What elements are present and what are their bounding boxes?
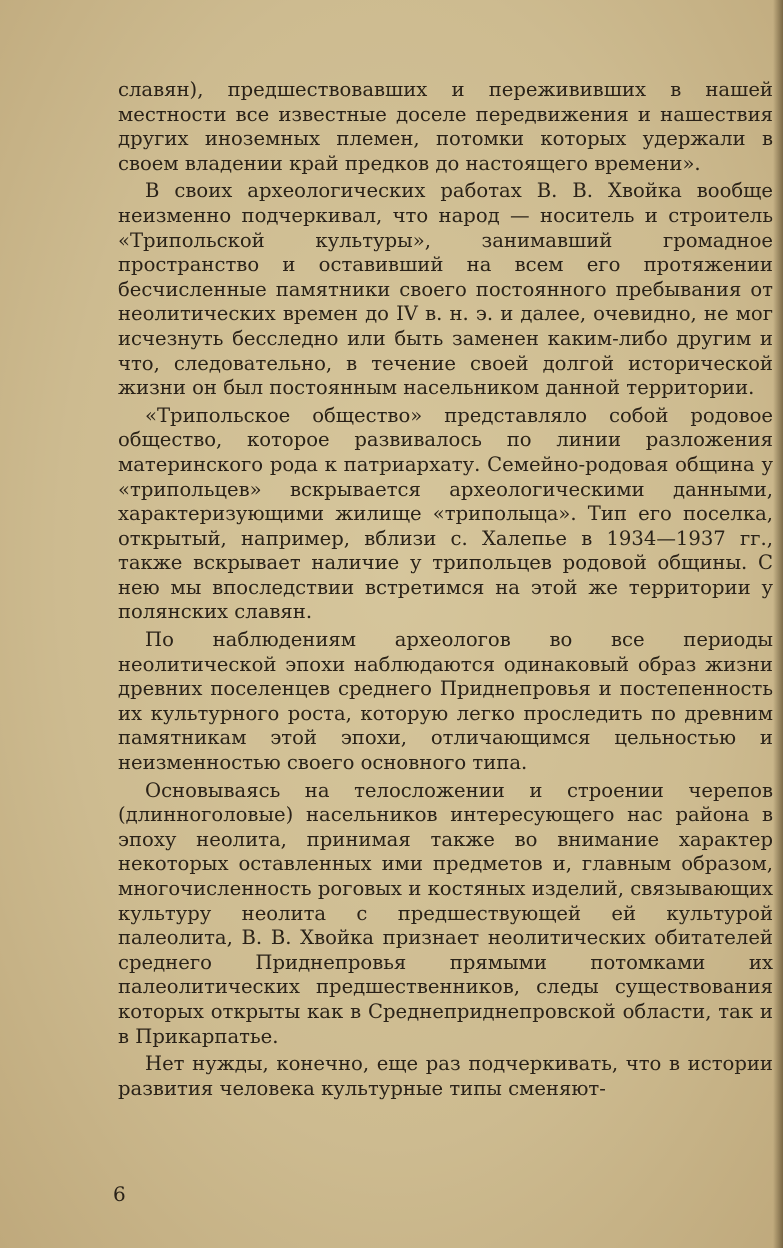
paragraph-5: Основываясь на телосложении и строении черепов (длинноголовые) насельников интересующего нас района в эпоху неолита, принимая также во внимание характер некоторых оставленных ими предметов и, главным образом, многочисленность роговых и костяных изделий, связывающих культуру неолита с предшествующей ей культурой палеолита, В. В. Хвойка признает неолитических обитателей среднего Приднепровья прямыми потомками их палеолитических предшественников, следы существования которых открыты как в Среднеприднепровской области, так и в Прикарпатье.: [118, 778, 773, 1048]
page-edge-shadow: [773, 0, 783, 1248]
paragraph-3: «Трипольское общество» представляло собой родовое общество, которое развивалось по линии разложения материнского рода к патриархату. Семейно-родовая община у «трипольцев» вскрывается археологическими данными, характеризующими жилище «триполыца». Тип его поселка, открытый, например, вблизи с. Халепье в 1934—1937 гг., также вскрывает наличие у трипольцев родовой общины. С нею мы впоследствии встретимся на этой же территории у полянских славян.: [118, 403, 773, 624]
paragraph-2: В своих археологических работах В. В. Хвойка вообще неизменно подчеркивал, что народ — носитель и строитель «Трипольской культуры», занимавший громадное пространство и оставивший на всем его протяжении бесчисленные памятники своего постоянного пребывания от неолитических времен до IV в. н. э. и далее, очевидно, не мог исчезнуть бесследно или быть заменен каким-либо другим и что, следовательно, в течение своей долгой исторической жизни он был постоянным насельником данной территории.: [118, 179, 773, 400]
body-text: [118, 78, 773, 1104]
paragraph-1: славян), предшествовавших и пережививших в нашей местности все известные доселе передвижения и нашествия других иноземных племен, потомки которых удержали в своем владении край предков до настоящего времени».: [118, 78, 773, 175]
paragraph-6: Нет нужды, конечно, еще раз подчеркивать, что в истории развития человека культурные типы сменяют-: [118, 1052, 773, 1100]
page-number: 6: [113, 1182, 126, 1206]
paragraph-4: По наблюдениям археологов во все периоды неолитической эпохи наблюдаются одинаковый образ жизни древних поселенцев среднего Приднепровья и постепенность их культурного роста, которую легко проследить по древним памятникам этой эпохи, отличающимся цельностью и неизменностью своего основного типа.: [118, 628, 773, 775]
